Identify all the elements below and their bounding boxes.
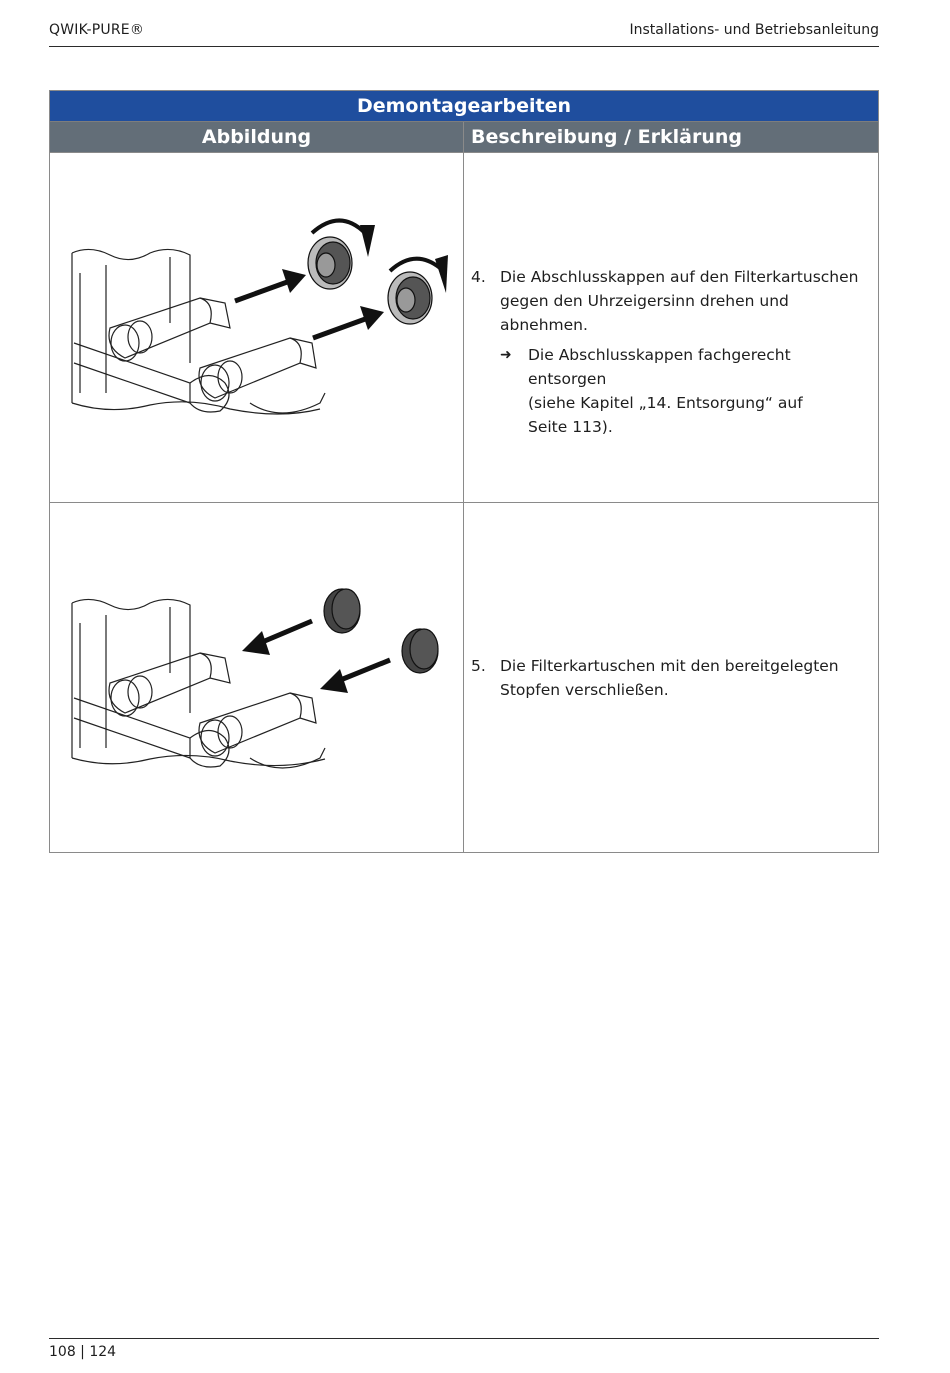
illustration-remove-caps: [50, 153, 464, 502]
filter-plugs-drawing: [50, 503, 464, 852]
page-header: [49, 20, 879, 44]
sub-text-line: Die Abschlusskappen fachgerecht entsorgen: [528, 346, 791, 388]
document-title: Installations- und Betriebsanleitung: [629, 22, 879, 38]
step-number: 5.: [471, 657, 486, 675]
arrow-right-icon: ➜: [500, 347, 512, 363]
description-cell: [464, 153, 878, 502]
footer-divider: [49, 1338, 879, 1339]
disassembly-table: [49, 90, 879, 853]
table-header-row: [50, 122, 878, 152]
description-cell: [464, 503, 878, 852]
header-divider: [49, 46, 879, 47]
step-5: [471, 654, 872, 702]
step-4: [471, 265, 872, 439]
filter-caps-drawing: [50, 153, 464, 502]
sub-instruction: [471, 343, 872, 439]
table-row: [50, 502, 878, 852]
page-number: 108 | 124: [49, 1344, 117, 1360]
table-title: Demontagearbeiten: [50, 91, 878, 122]
step-text: Die Abschlusskappen auf den Filterkartuschen gegen den Uhrzeigersinn drehen und abnehmen.: [500, 268, 859, 334]
sub-text-line: (siehe Kapitel „14. Entsorgung“ auf: [528, 394, 803, 412]
sub-text-line: Seite 113).: [528, 418, 613, 436]
column-header-description: Beschreibung / Erklärung: [471, 126, 743, 148]
column-header-image: Abbildung: [50, 122, 464, 152]
table-row: [50, 152, 878, 502]
brand-name: QWIK-PURE®: [49, 22, 145, 38]
step-text: Die Filterkartuschen mit den bereitgelegten Stopfen verschließen.: [500, 657, 839, 699]
illustration-insert-plugs: [50, 503, 464, 852]
step-number: 4.: [471, 268, 486, 286]
